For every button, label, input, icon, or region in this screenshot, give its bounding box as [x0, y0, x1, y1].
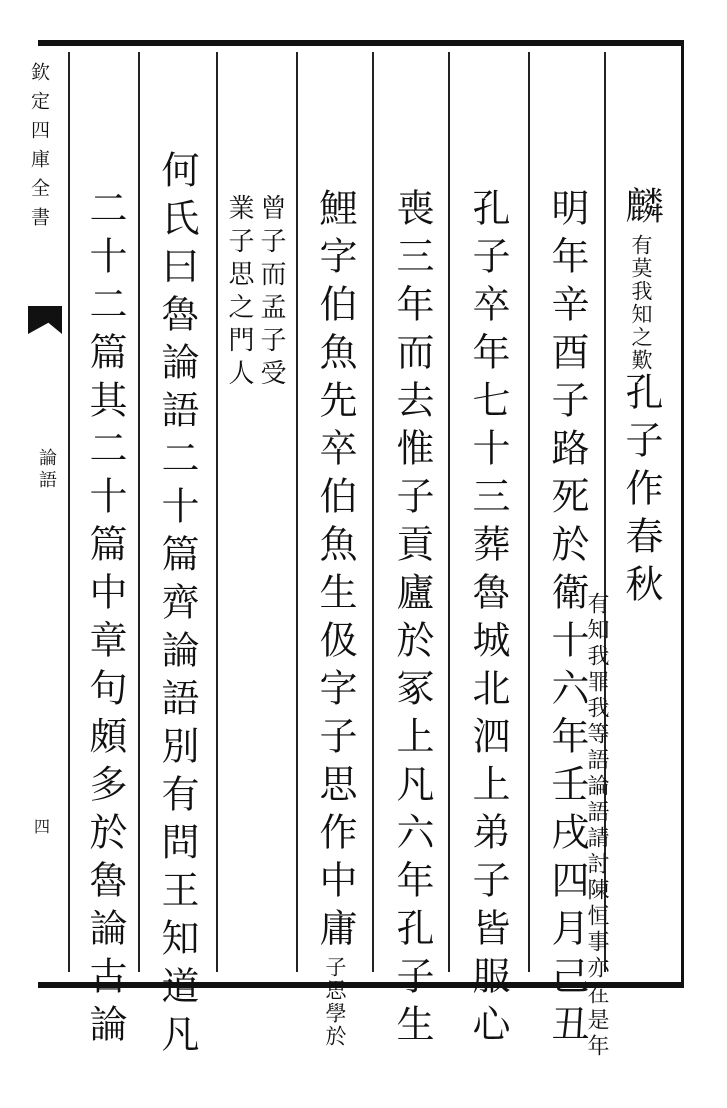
column-rule	[372, 52, 374, 972]
text-column-7: 何氏曰魯論語二十篇齊論語別有問王知道凡	[155, 150, 199, 1062]
book-name: 論語	[36, 448, 57, 492]
text-column-5: 鯉字伯魚先卒伯魚生伋字子思作中庸子思學於	[313, 188, 357, 1048]
inline-note: 有莫我知之歎	[629, 234, 653, 372]
column-rule	[448, 52, 450, 972]
column-rule	[68, 52, 70, 972]
text-column-1: 麟有莫我知之歎孔子作春秋	[619, 186, 663, 612]
column-rule	[138, 52, 140, 972]
text-column-8: 二十二篇其二十篇中章句頗多於魯論古論	[83, 188, 127, 1052]
column-rule	[216, 52, 218, 972]
inline-note: 子思學於	[323, 956, 347, 1048]
column-rule	[296, 52, 298, 972]
library-title: 欽定四庫全書	[28, 62, 50, 236]
inline-note: 有知我罪我等語論語請討陳恒事亦在是年	[584, 592, 609, 1060]
column-rule	[528, 52, 530, 972]
page-number: 四	[34, 817, 51, 836]
text-column-2: 明年辛酉子路死於衛十六年壬戌四月己丑	[545, 188, 589, 1052]
note-line-left: 業子思之門人	[224, 194, 254, 392]
text-column-4: 喪三年而去惟子貢廬於冢上凡六年孔子生	[390, 188, 434, 1052]
note-line-right: 曾子而孟子受	[256, 194, 286, 392]
text-column-3: 孔子卒年七十三葬魯城北泗上弟子皆服心	[466, 188, 510, 1052]
